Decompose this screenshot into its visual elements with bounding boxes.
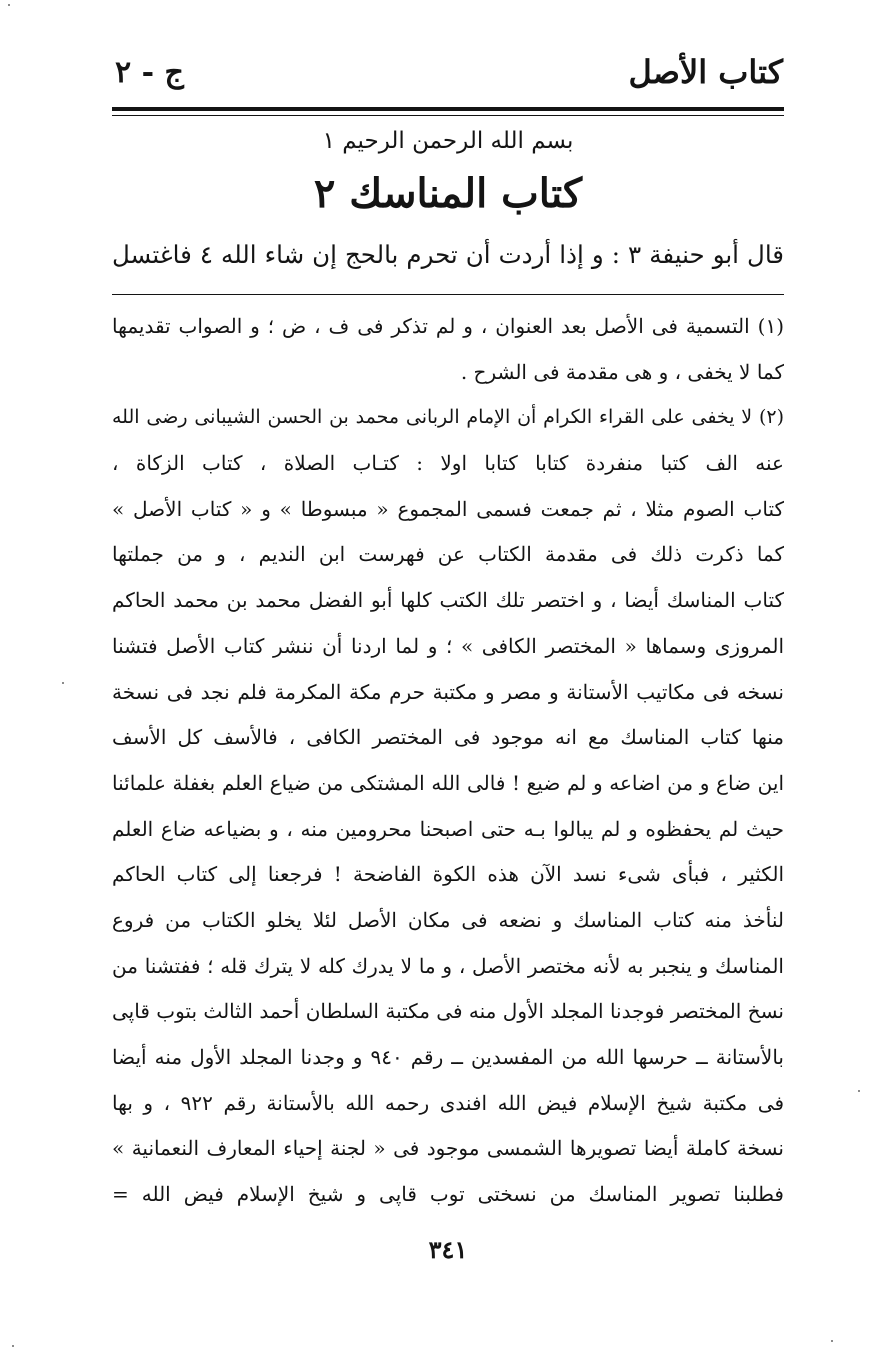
footnote-line: بالأستانة ــ حرسها الله من المفسدين ــ رقم ٩٤٠ و وجدنا المجلد الأول منه أيضا bbox=[112, 1045, 784, 1069]
running-head bbox=[115, 48, 783, 96]
running-head-title: كتاب الأصل bbox=[628, 53, 783, 91]
footnote-line: كما لا يخفى ، و هى مقدمة فى الشرح . bbox=[460, 359, 784, 384]
footnotes bbox=[112, 304, 784, 1218]
scan-speck bbox=[62, 682, 64, 684]
footnote-line: الكثير ، فبأى شىء نسد الآن هذه الكوة الفاضحة ! فرجعنا إلى كتاب الحاكم bbox=[112, 862, 784, 887]
chapter-title: كتاب المناسك ٢ bbox=[313, 170, 583, 217]
footnote-line: فى مكتبة شيخ الإسلام فيض الله افندى رحمه الله بالأستانة رقم ٩٢٢ ، و بها bbox=[112, 1090, 784, 1115]
scan-speck bbox=[8, 4, 10, 6]
footnote-separator bbox=[112, 294, 784, 295]
footnote-line: المناسك و ينجبر به لأنه مختصر الأصل ، و ما لا يدرك كله لا يترك قله ؛ ففتشنا من bbox=[112, 953, 784, 978]
footnote-line: لنأخذ منه كتاب المناسك و نضعه فى مكان الأصل لئلا يخلو الكتاب من فروع bbox=[112, 907, 784, 932]
page-number: ٣٤١ bbox=[428, 1235, 468, 1264]
footnote-line: حيث لم يحفظوه و لم يبالوا بـه حتى اصبحنا محرومين منه ، و بضياعه ضاع العلم bbox=[112, 816, 784, 841]
footnote-line: نسخه فى مكاتيب الأستانة و مصر و مكتبة حرم مكة المكرمة فلم نجد فى نسخة bbox=[112, 679, 784, 704]
footnote-line: فطلبنا تصوير المناسك من نسختى توب قاپى و شيخ الإسلام فيض الله = bbox=[112, 1182, 784, 1207]
header-rule-thick bbox=[112, 107, 784, 111]
basmala: بسم الله الرحمن الرحيم ١ bbox=[322, 128, 574, 154]
running-head-part: ج - ٢ bbox=[115, 54, 184, 90]
scan-speck bbox=[831, 1340, 833, 1342]
footnote-line: نسخ المختصر فوجدنا المجلد الأول منه فى مكتبة السلطان أحمد الثالث بتوب قاپى bbox=[112, 999, 784, 1024]
scan-speck bbox=[12, 1345, 14, 1347]
footnote-line: كتاب الصوم مثلا ، ثم جمعت فسمى المجموع « مبسوطا » و « كتاب الأصل » bbox=[112, 496, 784, 521]
footnote-line: عنه الف كتبا منفردة كتابا كتابا اولا : كتـاب الصلاة ، كتاب الزكاة ، bbox=[112, 451, 784, 476]
footnote-line: كتاب المناسك أيضا ، و اختصر تلك الكتب كلها أبو الفضل محمد بن محمد الحاكم bbox=[112, 588, 784, 613]
body-text-line: قال أبو حنيفة ٣ : و إذا أردت أن تحرم بالحج إن شاء الله ٤ فاغتسل bbox=[112, 240, 784, 269]
footnote-line: نسخة كاملة أيضا تصويرها الشمسى موجود فى « لجنة إحياء المعارف النعمانية » bbox=[112, 1136, 784, 1161]
footnote-line: (١) التسمية فى الأصل بعد العنوان ، و لم تذكر فى ف ، ض ؛ و الصواب تقديمها bbox=[112, 314, 784, 338]
scan-speck bbox=[858, 1090, 860, 1092]
footnote-line: (٢) لا يخفى على القراء الكرام أن الإمام الربانى محمد بن الحسن الشيبانى رضى الله bbox=[112, 406, 784, 429]
footnote-line: المروزى وسماها « المختصر الكافى » ؛ و لما اردنا أن ننشر كتاب الأصل فتشنا bbox=[112, 633, 784, 658]
footnote-line: كما ذكرت ذلك فى مقدمة الكتاب عن فهرست ابن النديم ، و من جملتها bbox=[112, 542, 784, 567]
footnote-line: اين ضاع و من اضاعه و لم ضيع ! فالى الله المشتكى من ضياع العلم بغفلة علمائنا bbox=[112, 770, 784, 795]
footnote-line: منها كتاب المناسك مع انه موجود فى المختصر الكافى ، فالأسف كل الأسف bbox=[112, 725, 784, 750]
header-rule-thin bbox=[112, 115, 784, 116]
